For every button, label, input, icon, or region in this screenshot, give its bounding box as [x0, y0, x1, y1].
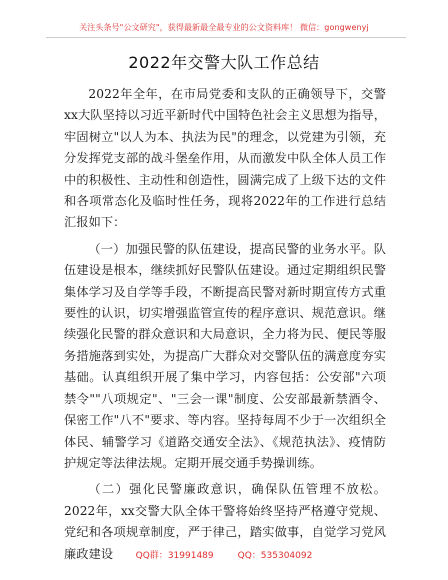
- document-body: [64, 84, 386, 565]
- document-title: 2022年交警大队工作总结: [128, 53, 320, 72]
- header-banner: 关注头条号"公文研究"，获得最新最全最专业的公文资料库！ 微信：gongwenyj: [79, 23, 369, 32]
- qq-group-number: 31991489: [167, 551, 214, 561]
- paragraph-intro: 2022年全年，在市局党委和支队的正确领导下，交警xx大队坚持以习近平新时代中国特色社会主义思想为指导，牢固树立"以人为本、执法为民"的理念，以党建为引领，充分发挥党支部的战斗堡垒作用，从而激发中队全体人员工作中的积极性、主动性和创造性，圆满完成了上级下达的文件和各项常态化及临时性任务，现将2022年的工作进行总结汇报如下：: [64, 87, 386, 230]
- qq-number: 535304092: [260, 551, 313, 561]
- qq-label: QQ：: [237, 551, 261, 561]
- qq-group-label: QQ群：: [135, 551, 168, 561]
- paragraph-team-building: （一）加强民警的队伍建设，提高民警的业务水平。队伍建设是根本，继续抓好民警队伍建设。通过定期组织民警集体学习及自学等手段，不断提高民警对新时期宣传方式重要性的认识，切实增强监管宣传的程序意识、规范意识。继续强化民警的群众意识和大局意识，全力将为民、便民等服务措施落到实处，为提高广大群众对交警队伍的满意度夯实基础。认真组织开展了集中学习，内容包括：公安部"六项禁令""八项规定"、"三会一课"制度、公安部最新禁酒令、保密工作"八不"要求、等内容。坚持每周不少于一次组织全体民、辅警学习《道路交通安全法》、《规范执法》、疫情防护规定等法律法规。定期开展交通手势操训练。: [64, 241, 386, 470]
- header-divider: [46, 37, 406, 38]
- paragraph-integrity: （二）强化民警廉政意识，确保队伍管理不放松。2022年，xx交警大队全体干警将始终坚持严格遵守党规、党纪和各项规章制度，严于律己，踏实做事，自觉学习党风廉政建设: [64, 482, 386, 561]
- footer-contact: [0, 548, 448, 561]
